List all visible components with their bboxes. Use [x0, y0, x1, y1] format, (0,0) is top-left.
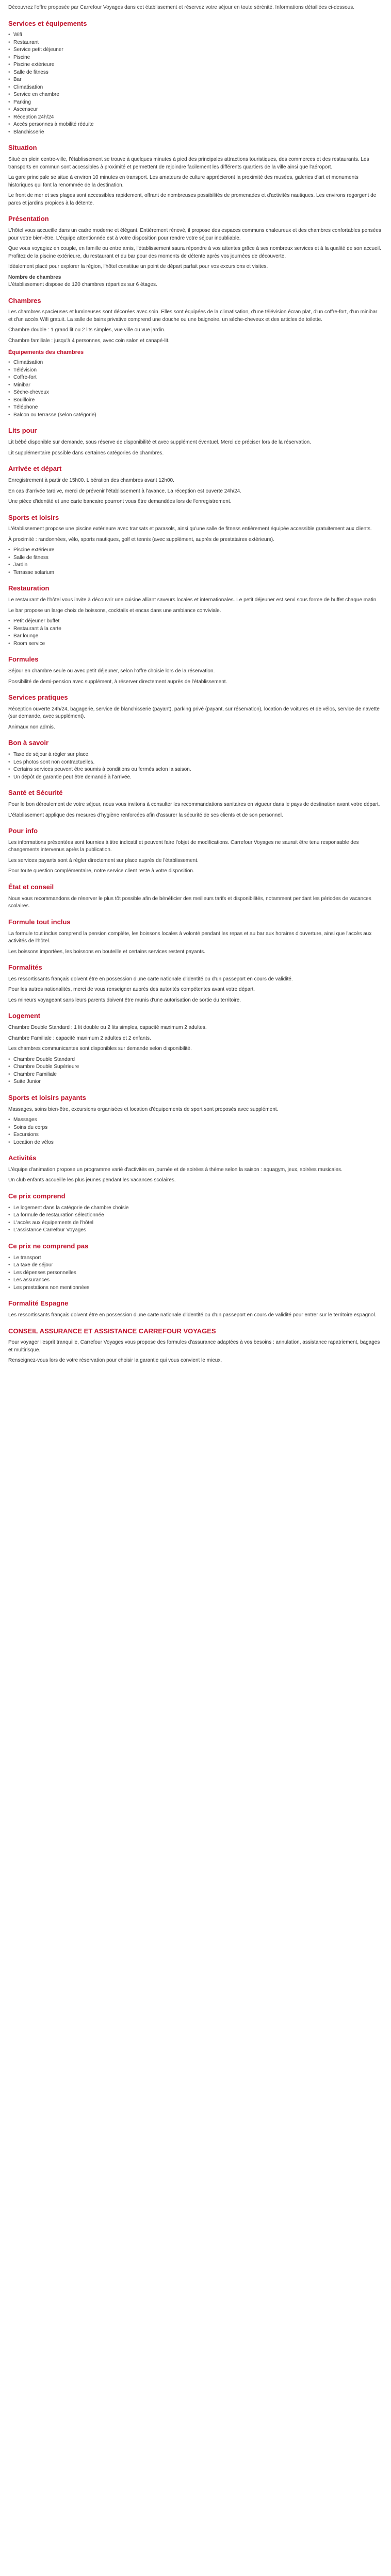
paragraph: Situé en plein centre-ville, l'établissement se trouve à quelques minutes à pied des principales attractions touristiques, des commerces et des restaurants. Les transports en commun sont accessibles à proximité et permettent de rejoindre facilement les différents quartiers de la ville ainsi que l'aéroport. — [8, 157, 369, 170]
arrivee-title: Arrivée et départ — [8, 465, 62, 473]
ce-prix-comprend-title: Ce prix comprend — [8, 1192, 66, 1200]
list-item: • Téléphone — [8, 404, 383, 412]
paragraph: La formule tout inclus comprend la pension complète, les boissons locales à volonté pendant les repas et au bar aux horaires d'ouverture, ainsi que l'accès aux activités de l'hôtel. — [8, 930, 372, 944]
paragraph: Les informations présentées sont fournies à titre indicatif et peuvent faire l'objet de modifications. Carrefour Voyages ne saurait être tenu responsable des changements intervenus après la publication. — [8, 839, 359, 853]
list-item: • Room service — [8, 640, 383, 648]
list-item: • La taxe de séjour — [8, 1262, 383, 1269]
paragraph: Animaux non admis. — [8, 724, 55, 730]
paragraph: L'établissement propose une piscine extérieure avec transats et parasols, ainsi qu'une salle de fitness entièrement équipée accessible gratuitement aux clients. — [8, 526, 372, 532]
list-item: • Salle de fitness — [8, 69, 383, 77]
intro-text: Découvrez l'offre proposée par Carrefour Voyages dans cet établissement et réservez votre séjour en toute sérénité. Informations détaillées ci-dessous. — [8, 5, 354, 10]
paragraph: Les ressortissants français doivent être en possession d'une carte nationale d'identité ou d'un passeport en cours de validité. — [8, 976, 293, 982]
list-item: • Massages — [8, 1116, 383, 1124]
list-item: • Un dépôt de garantie peut être demandé à l'arrivée. — [8, 774, 383, 782]
lits-title: Lits pour — [8, 427, 37, 435]
paragraph: Les chambres spacieuses et lumineuses sont décorées avec soin. Elles sont équipées de la climatisation, d'une télévision écran plat, d'un coffre-fort, d'un minibar et d'un accès Wifi gratuit. La salle de bains privative comprend une douche ou une baignoire, un sèche-cheveux et des articles de toilette. — [8, 309, 378, 323]
paragraph: Une pièce d'identité et une carte bancaire pourront vous être demandées lors de l'enregistrement. — [8, 499, 232, 504]
list-item: • Ascenseur — [8, 106, 383, 114]
presentation-section — [8, 214, 383, 289]
list-item: • Bar — [8, 76, 383, 84]
list-item: • Sèche-cheveux — [8, 389, 383, 397]
ce-prix-comprend-list — [8, 1205, 383, 1234]
ce-prix-ne-comprend-pas-section — [8, 1242, 383, 1292]
paragraph: Le restaurant de l'hôtel vous invite à découvrir une cuisine alliant saveurs locales et internationales. Le petit déjeuner est servi sous forme de buffet chaque matin. — [8, 597, 378, 603]
paragraph: Les boissons importées, les boissons en bouteille et certains services restent payants. — [8, 948, 205, 955]
formalite-espagne-title: Formalité Espagne — [8, 1299, 69, 1308]
paragraph: La gare principale se situe à environ 10 minutes en transport. Les amateurs de culture apprécieront la proximité des musées, galeries d'art et monuments historiques qui font la renommée de la destination. — [8, 175, 359, 188]
services-title: Services et équipements — [8, 19, 87, 27]
list-item: • Service petit déjeuner — [8, 46, 383, 54]
sports-list — [8, 547, 383, 577]
paragraph: Les chambres communicantes sont disponibles sur demande selon disponibilité. — [8, 1046, 192, 1052]
list-item: • Le transport — [8, 1255, 383, 1262]
ce-prix-comprend-section — [8, 1192, 383, 1234]
formule-tout-inclus-section — [8, 918, 383, 956]
list-item: • Restaurant — [8, 39, 383, 47]
situation-section — [8, 143, 383, 207]
list-item: • Piscine — [8, 54, 383, 62]
paragraph: En cas d'arrivée tardive, merci de prévenir l'établissement à l'avance. La réception est ouverte 24h/24. — [8, 488, 242, 494]
list-item: • Piscine extérieure — [8, 547, 383, 554]
paragraph: L'équipe d'animation propose un programme varié d'activités en journée et de soirées à thème selon la saison : aquagym, jeux, soirées musicales. — [8, 1166, 343, 1173]
chambres-title: Chambres — [8, 296, 41, 304]
paragraph: Séjour en chambre seule ou avec petit déjeuner, selon l'offre choisie lors de la réservation. — [8, 668, 215, 674]
list-item: • Chambre Double Supérieure — [8, 1063, 383, 1071]
formules-title: Formules — [8, 655, 39, 664]
list-item: • Certains services peuvent être soumis à conditions ou fermés selon la saison. — [8, 766, 383, 774]
sports-loisirs-payants-section — [8, 1093, 383, 1146]
list-item: • Les assurances — [8, 1277, 383, 1284]
pour-info-title: Pour info — [8, 827, 38, 835]
chambres-section — [8, 296, 383, 419]
list-item: • Chambre Double Standard — [8, 1056, 383, 1064]
restauration-list — [8, 618, 383, 648]
bon-a-savoir-title: Bon à savoir — [8, 739, 49, 747]
paragraph: Réception ouverte 24h/24, bagagerie, service de blanchisserie (payant), parking privé (payant, sur réservation), location de voitures et de vélos, service de navette (sur demande, avec supplément). — [8, 706, 380, 720]
formalites-section — [8, 963, 383, 1004]
services-pratiques-section — [8, 693, 383, 731]
sports-loisirs-payants-title: Sports et loisirs payants — [8, 1093, 86, 1101]
rooms-count-label: Nombre de chambres — [8, 274, 61, 280]
formalites-title: Formalités — [8, 963, 42, 972]
list-item: • Le logement dans la catégorie de chambre choisie — [8, 1205, 383, 1212]
services-list — [8, 31, 383, 136]
paragraph: Pour toute question complémentaire, notre service client reste à votre disposition. — [8, 868, 194, 874]
paragraph: Nous vous recommandons de réserver le plus tôt possible afin de bénéficier des meilleurs tarifs et disponibilités, notamment pendant les périodes de vacances scolaires. — [8, 895, 371, 909]
lits-section — [8, 426, 383, 457]
paragraph: Les mineurs voyageant sans leurs parents doivent être munis d'une autorisation de sortie du territoire. — [8, 997, 241, 1003]
situation-title: Situation — [8, 144, 37, 152]
services-section — [8, 19, 383, 137]
paragraph: Possibilité de demi-pension avec supplément, à réserver directement auprès de l'établissement. — [8, 679, 227, 685]
room-equipment-list — [8, 359, 383, 419]
list-item: • Accès personnes à mobilité réduite — [8, 121, 383, 129]
paragraph: Lit supplémentaire possible dans certaines catégories de chambres. — [8, 450, 164, 456]
logement-title: Logement — [8, 1012, 41, 1020]
list-item: • Salle de fitness — [8, 554, 383, 562]
paragraph: Chambre Double Standard : 1 lit double ou 2 lits simples, capacité maximum 2 adultes. — [8, 1025, 207, 1031]
list-item: • Restaurant à la carte — [8, 625, 383, 633]
paragraph: Chambre Familiale : capacité maximum 2 adultes et 2 enfants. — [8, 1035, 151, 1041]
sante-title: Santé et Sécurité — [8, 789, 63, 797]
paragraph: L'hôtel vous accueille dans un cadre moderne et élégant. Entièrement rénové, il propose des espaces communs chaleureux et des chambres confortables pensées pour votre bien-être. L'équipe attentionnée est à votre disposition pour rendre votre séjour inoubliable. — [8, 228, 381, 241]
presentation-title: Présentation — [8, 215, 49, 223]
arrivee-section — [8, 464, 383, 505]
list-item: • La formule de restauration sélectionnée — [8, 1212, 383, 1219]
list-item: • Bouilloire — [8, 397, 383, 404]
rooms-count-value: L'établissement dispose de 120 chambres réparties sur 6 étages. — [8, 282, 157, 288]
list-item: • Terrasse solarium — [8, 569, 383, 577]
conseil-assurance-section — [8, 1327, 383, 1365]
activites-section — [8, 1154, 383, 1184]
paragraph: Pour les autres nationalités, merci de vous renseigner auprès des autorités compétentes avant votre départ. — [8, 987, 255, 993]
list-item: • Télévision — [8, 367, 383, 375]
list-item: • Les prestations non mentionnées — [8, 1284, 383, 1292]
paragraph: Enregistrement à partir de 15h00. Libération des chambres avant 12h00. — [8, 478, 174, 483]
restauration-title: Restauration — [8, 584, 50, 592]
conseil-assurance-title: CONSEIL ASSURANCE ET ASSISTANCE CARREFOUR VOYAGES — [8, 1327, 216, 1335]
paragraph: Le front de mer et ses plages sont accessibles rapidement, offrant de nombreuses possibilités de promenades et d'activités nautiques. Les environs regorgent de parcs et jardins propices à la détente. — [8, 193, 377, 206]
sports-section — [8, 513, 383, 577]
list-item: • Minibar — [8, 382, 383, 389]
services-pratiques-title: Services pratiques — [8, 693, 68, 702]
paragraph: Un club enfants accueille les plus jeunes pendant les vacances scolaires. — [8, 1177, 176, 1183]
bon-a-savoir-section — [8, 738, 383, 781]
list-item: • Coffre-fort — [8, 374, 383, 382]
paragraph: Que vous voyagiez en couple, en famille ou entre amis, l'établissement saura répondre à vos attentes grâce à ses nombreux services et à la qualité de son accueil. Profitez de la piscine extérieure, du restaurant et du bar pour des moments de détente après vos journées de découverte. — [8, 246, 381, 259]
list-item: • L'assistance Carrefour Voyages — [8, 1227, 383, 1234]
list-item: • Location de vélos — [8, 1139, 383, 1147]
list-item: • Parking — [8, 99, 383, 107]
list-item: • Jardin — [8, 562, 383, 569]
pour-info-section — [8, 826, 383, 875]
formalite-espagne-section — [8, 1299, 383, 1319]
paragraph: Pour le bon déroulement de votre séjour, nous vous invitons à consulter les recommandations sanitaires en vigueur dans le pays de destination avant votre départ. — [8, 802, 380, 808]
restauration-section — [8, 584, 383, 648]
etat-conseil-section — [8, 883, 383, 910]
list-item: • Réception 24h/24 — [8, 114, 383, 122]
paragraph: Lit bébé disponible sur demande, sous réserve de disponibilité et avec supplément éventuel. Merci de préciser lors de la réservation. — [8, 439, 311, 446]
paragraph: Idéalement placé pour explorer la région, l'hôtel constitue un point de départ parfait pour vos excursions et visites. — [8, 264, 268, 270]
list-item: • Climatisation — [8, 84, 383, 92]
logement-list — [8, 1056, 383, 1086]
list-item: • Service en chambre — [8, 91, 383, 99]
sante-section — [8, 788, 383, 819]
paragraph: L'établissement applique des mesures d'hygiène renforcées afin d'assurer la sécurité de ses clients et de son personnel. — [8, 812, 283, 818]
list-item: • Les dépenses personnelles — [8, 1269, 383, 1277]
list-item: • Petit déjeuner buffet — [8, 618, 383, 625]
paragraph: Pour voyager l'esprit tranquille, Carrefour Voyages vous propose des formules d'assurance adaptées à vos besoins : annulation, assistance rapatriement, bagages et multirisque. — [8, 1340, 380, 1353]
sports-title: Sports et loisirs — [8, 513, 59, 521]
paragraph: Les ressortissants français doivent être en possession d'une carte nationale d'identité ou d'un passeport en cours de validité pour entrer sur le territoire espagnol. — [8, 1312, 377, 1318]
list-item: • Piscine extérieure — [8, 61, 383, 69]
room-equipment-title: Équipements des chambres — [8, 349, 84, 356]
list-item: • Wifi — [8, 31, 383, 39]
list-item: • Balcon ou terrasse (selon catégorie) — [8, 412, 383, 419]
list-item: • Taxe de séjour à régler sur place. — [8, 751, 383, 759]
paragraph: Les services payants sont à régler directement sur place auprès de l'établissement. — [8, 857, 199, 863]
paragraph: Renseignez-vous lors de votre réservation pour choisir la garantie qui vous convient le mieux. — [8, 1358, 222, 1364]
formules-section — [8, 655, 383, 686]
list-item: • Climatisation — [8, 359, 383, 367]
list-item: • L'accès aux équipements de l'hôtel — [8, 1219, 383, 1227]
list-item: • Les photos sont non contractuelles. — [8, 759, 383, 767]
bon-a-savoir-list — [8, 751, 383, 781]
ce-prix-ne-comprend-pas-title: Ce prix ne comprend pas — [8, 1242, 89, 1250]
paragraph: Chambre double : 1 grand lit ou 2 lits simples, vue ville ou vue jardin. — [8, 327, 166, 333]
sports-loisirs-payants-list — [8, 1116, 383, 1146]
ce-prix-ne-comprend-pas-list — [8, 1255, 383, 1292]
etat-conseil-title: État et conseil — [8, 883, 54, 891]
paragraph: À proximité : randonnées, vélo, sports nautiques, golf et tennis (avec supplément, auprès de prestataires extérieurs). — [8, 536, 274, 543]
list-item: • Excursions — [8, 1131, 383, 1139]
list-item: • Blanchisserie — [8, 129, 383, 137]
paragraph: Le bar propose un large choix de boissons, cocktails et encas dans une ambiance conviviale. — [8, 607, 221, 614]
activites-title: Activités — [8, 1154, 37, 1162]
paragraph: Chambre familiale : jusqu'à 4 personnes, avec coin salon et canapé-lit. — [8, 337, 170, 344]
formule-tout-inclus-title: Formule tout inclus — [8, 918, 71, 926]
logement-section — [8, 1011, 383, 1086]
list-item: • Chambre Familiale — [8, 1071, 383, 1079]
list-item: • Bar lounge — [8, 633, 383, 640]
paragraph: Massages, soins bien-être, excursions organisées et location d'équipements de sport sont proposés avec supplément. — [8, 1106, 279, 1112]
list-item: • Suite Junior — [8, 1078, 383, 1086]
list-item: • Soins du corps — [8, 1124, 383, 1132]
